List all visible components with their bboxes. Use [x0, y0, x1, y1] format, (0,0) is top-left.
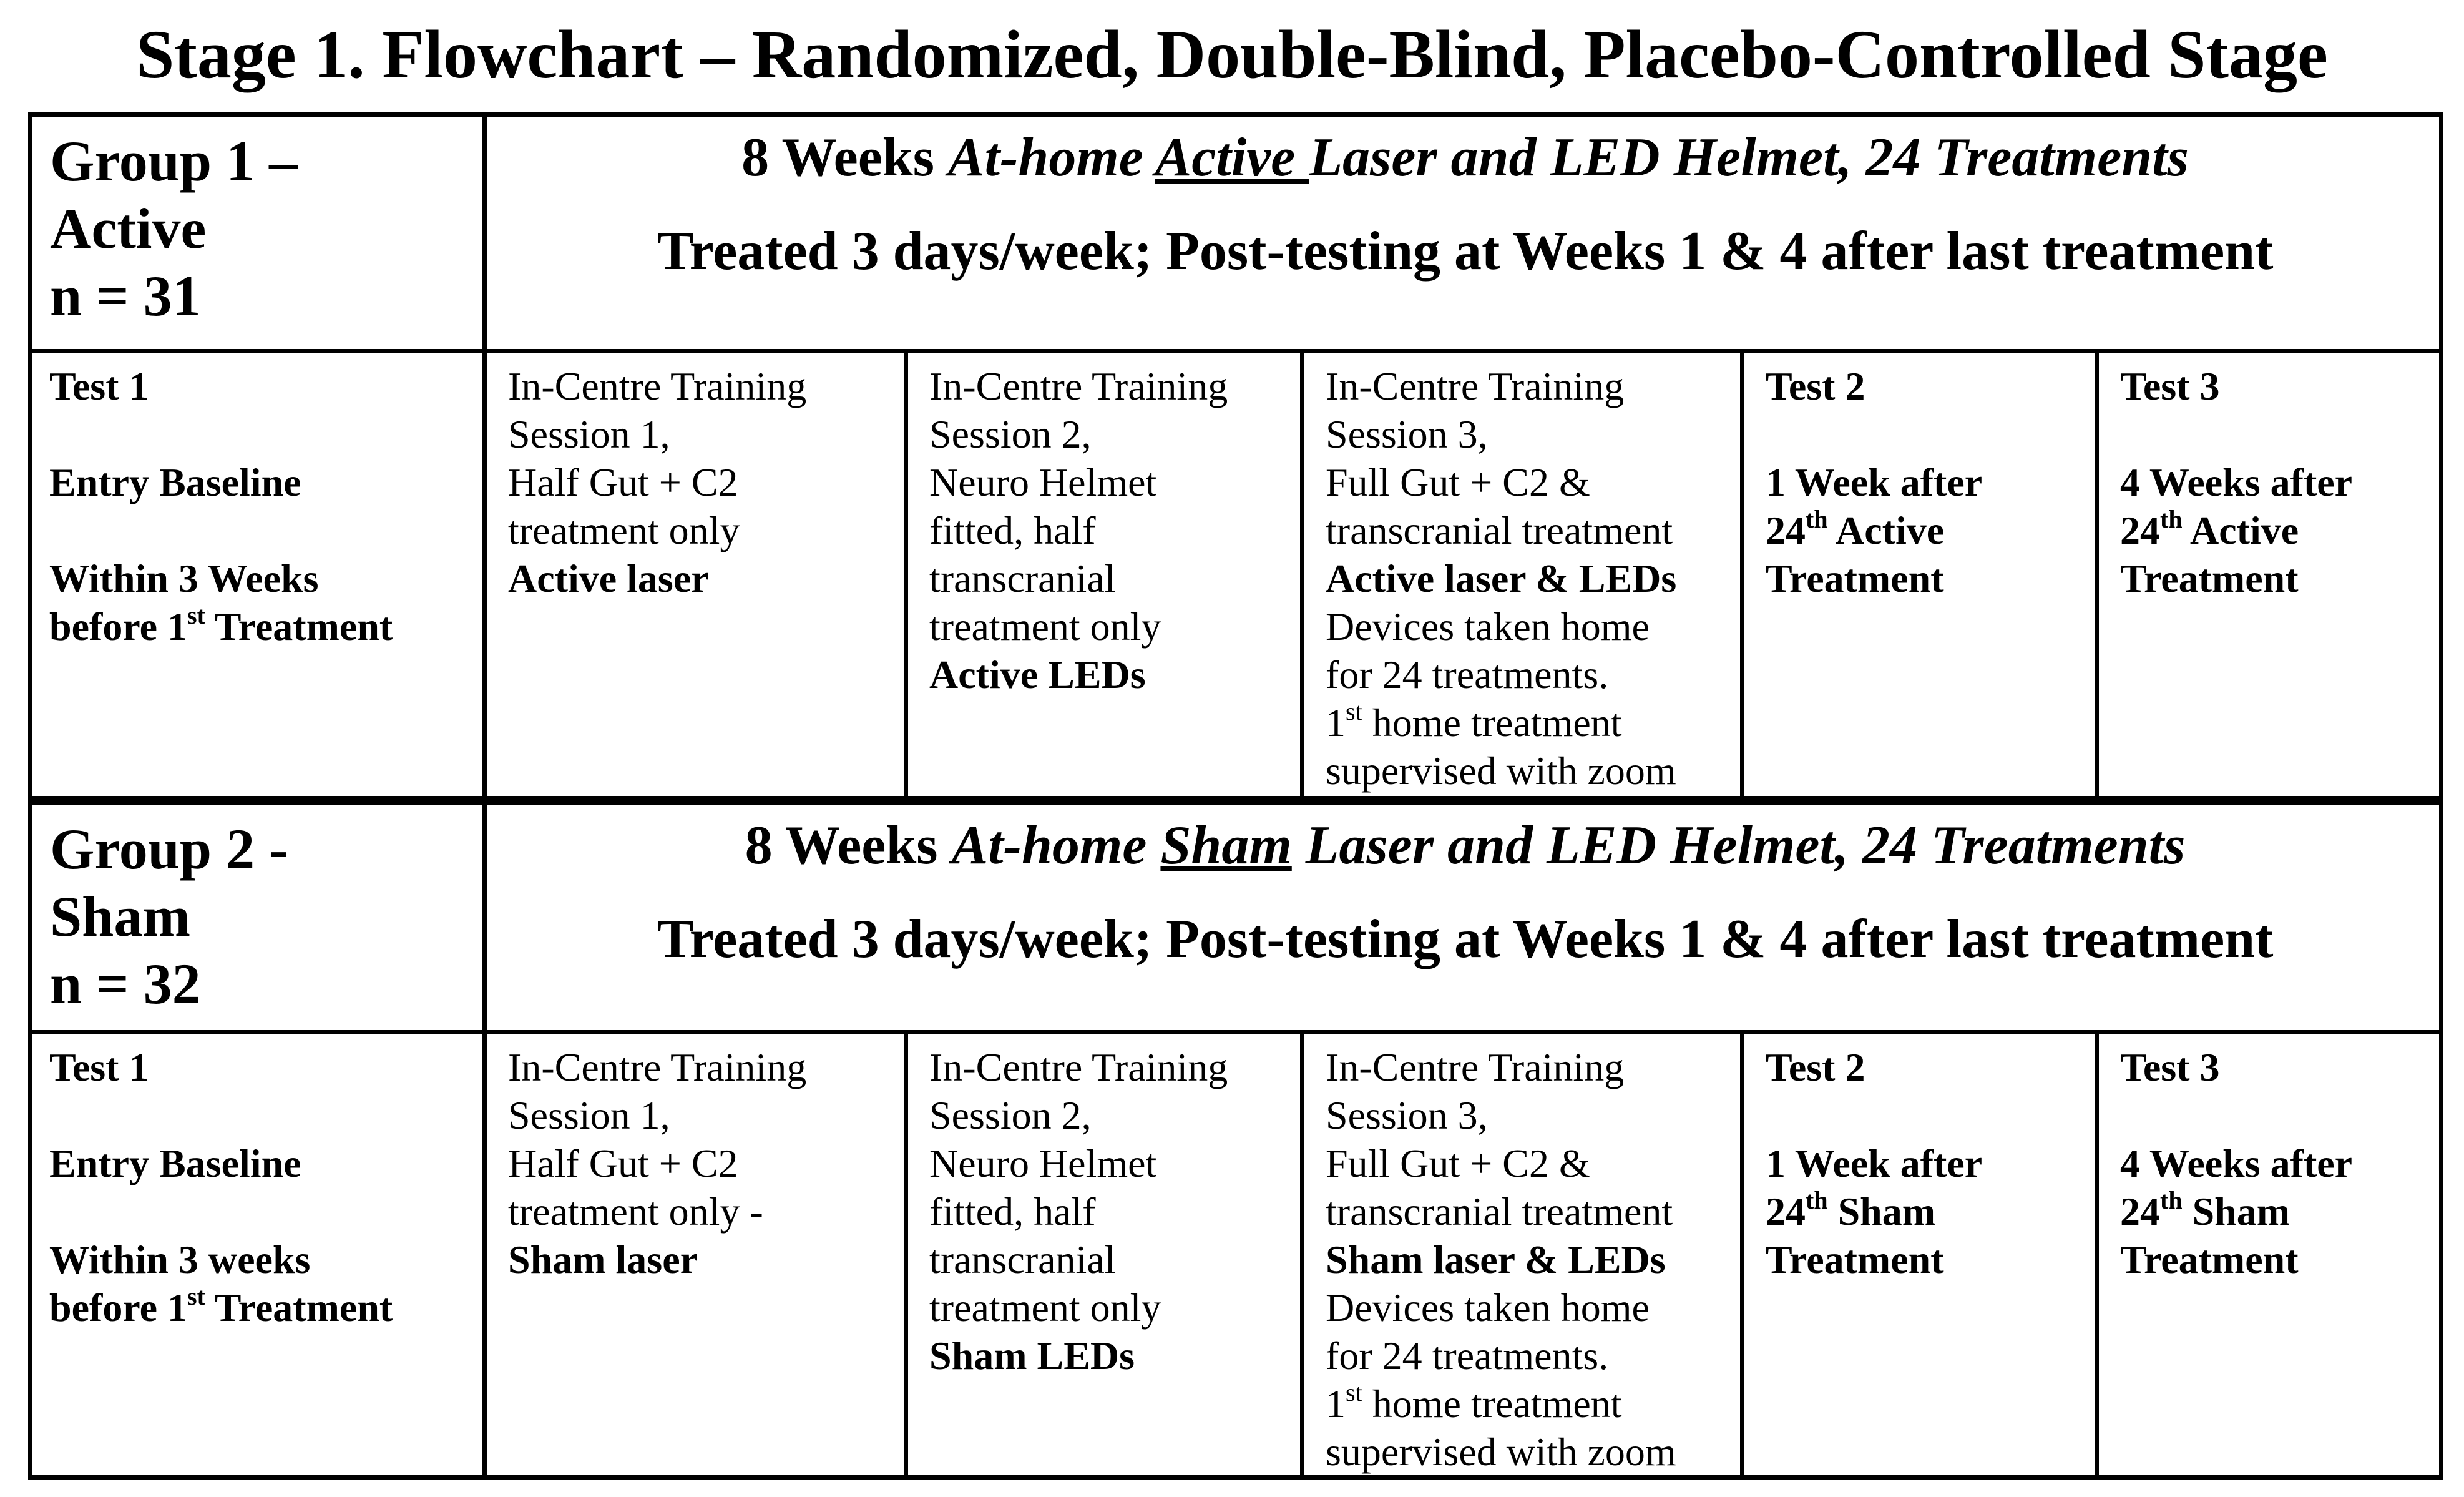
- group-2-test-2: Test 2 1 Week after 24th Sham Treatment: [1744, 1034, 2099, 1480]
- group-2-session-2: In-Centre Training Session 2, Neuro Helmet fitted, half transcranial treatment only Sham LEDs: [908, 1034, 1304, 1480]
- group-2-steps: [28, 1034, 2443, 1480]
- group-1-label: Group 1 – Active n = 31: [28, 112, 487, 349]
- group-2-subtitle: Treated 3 days/week; Post-testing at Weeks 1 & 4 after last treatment: [657, 909, 2274, 969]
- group-2-block: [28, 800, 2443, 1480]
- group-2-session-3: In-Centre Training Session 3, Full Gut + C2 & transcranial treatment Sham laser & LEDs Devices taken home for 24 treatments. 1st home treatment supervised with zoom: [1304, 1034, 1744, 1480]
- group-1-session-1: In-Centre Training Session 1, Half Gut + C2 treatment only Active laser: [487, 353, 908, 800]
- group-1-test-1: Test 1 Entry Baseline Within 3 Weeks before 1st Treatment: [28, 353, 487, 800]
- group-2-label: Group 2 - Sham n = 32: [28, 800, 487, 1030]
- group-2-test-1: Test 1 Entry Baseline Within 3 weeks before 1st Treatment: [28, 1034, 487, 1480]
- group-2-test-3: Test 3 4 Weeks after 24th Sham Treatment: [2120, 1045, 2353, 1282]
- group-1-header: [28, 112, 2443, 353]
- group-1-subtitle: Treated 3 days/week; Post-testing at Weeks 1 & 4 after last treatment: [657, 221, 2274, 282]
- group-1-session-2: In-Centre Training Session 2, Neuro Helmet fitted, half transcranial treatment only Active LEDs: [908, 353, 1304, 800]
- group-1-test-3: Test 3 4 Weeks after 24th Active Treatment: [2120, 364, 2353, 601]
- group-2-header: [28, 800, 2443, 1034]
- group-1-title-line: 8 Weeks At-home Active Laser and LED Helmet, 24 Treatments: [741, 127, 2189, 188]
- group-2-title: [487, 800, 2443, 1030]
- flowchart-title: Stage 1. Flowchart – Randomized, Double-Blind, Placebo-Controlled Stage: [136, 16, 2328, 92]
- group-1-steps: [28, 353, 2443, 800]
- group-2-session-1: In-Centre Training Session 1, Half Gut + C2 treatment only - Sham laser: [487, 1034, 908, 1480]
- group-1-title: [487, 112, 2443, 349]
- group-1-session-3: In-Centre Training Session 3, Full Gut + C2 & transcranial treatment Active laser & LEDs Devices taken home for 24 treatments. 1st home treatment supervised with zoom: [1304, 353, 1744, 800]
- group-1-block: [28, 112, 2443, 800]
- group-2-title-line: 8 Weeks At-home Sham Laser and LED Helmet, 24 Treatments: [745, 815, 2186, 876]
- group-1-test-2: Test 2 1 Week after 24th Active Treatment: [1744, 353, 2099, 800]
